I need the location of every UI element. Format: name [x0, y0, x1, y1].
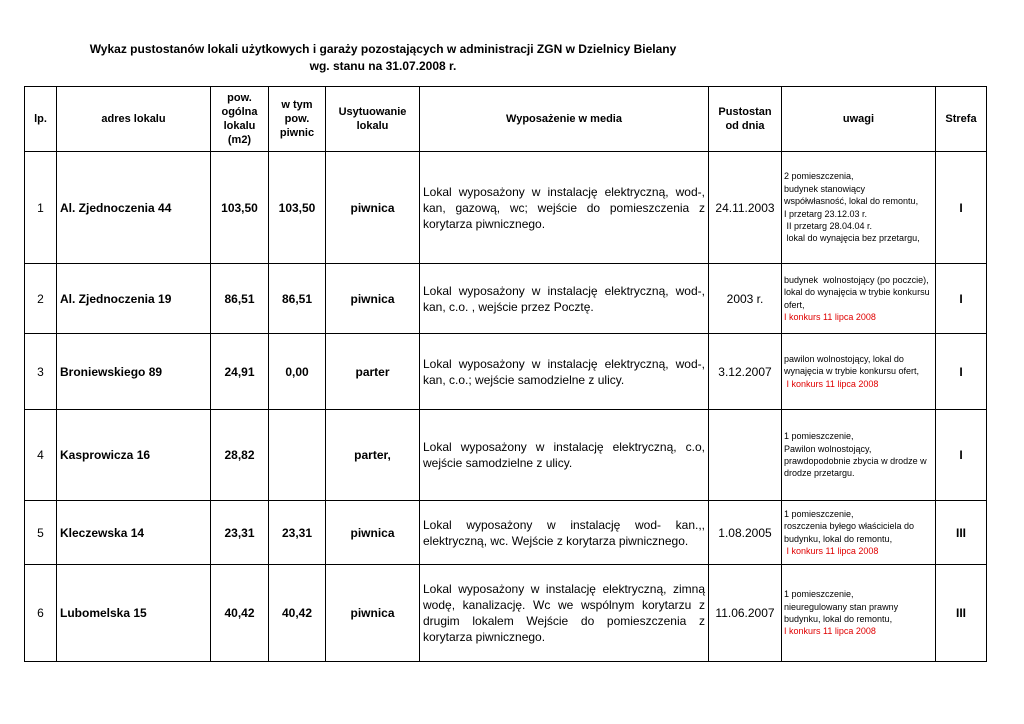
header-location: Usytuowanie lokalu: [326, 87, 420, 152]
location-cell: parter,: [326, 410, 420, 501]
header-row: [25, 87, 987, 152]
utilities-cell: Lokal wyposażony w instalację elektryczną, wod-, kan, c.o. , wejście przez Pocztę.: [420, 264, 709, 334]
note-line: budynku, lokal do remontu,: [784, 533, 893, 544]
vacant-since-cell: 1.08.2005: [709, 501, 782, 565]
location-cell: parter: [326, 334, 420, 410]
utilities-cell: Lokal wyposażony w instalację elektryczną, wod-, kan, c.o.; wejście samodzielne z ulicy.: [420, 334, 709, 410]
header-utilities: Wyposażenie w media: [420, 87, 709, 152]
address-cell: Broniewskiego 89: [57, 334, 211, 410]
vacant-since-cell: 2003 r.: [709, 264, 782, 334]
basement-area-cell: 0,00: [269, 334, 326, 410]
total-area-cell: 40,42: [211, 565, 269, 662]
note-line: pawilon wolnostojący, lokal do: [784, 353, 904, 364]
note-line: prawdopodobnie zbycia w drodze w: [784, 456, 927, 466]
basement-area-cell: 40,42: [269, 565, 326, 662]
note-line: budynku, lokal do remontu,: [784, 614, 893, 624]
table-row: [25, 152, 987, 264]
note-line: 1 pomieszczenie,: [784, 589, 854, 600]
row-number: 1: [25, 152, 57, 264]
table-row: [25, 501, 987, 565]
utilities-cell: Lokal wyposażony w instalację wod- kan.,, elektryczną, wc. Wejście z korytarza piwnicznego.: [420, 501, 709, 565]
row-number: 6: [25, 565, 57, 662]
vacant-since-cell: 3.12.2007: [709, 334, 782, 410]
location-cell: piwnica: [326, 565, 420, 662]
notes-cell: [782, 264, 936, 334]
note-line: II przetarg 28.04.04 r.: [784, 220, 873, 231]
utilities-cell: Lokal wyposażony w instalację elektryczną, wod-, kan, gazową, wc; wejście do pomieszczenia z korytarza piwnicznego.: [420, 152, 709, 264]
zone-cell: I: [936, 264, 987, 334]
note-line: 1 pomieszczenie,: [784, 508, 854, 519]
note-line: roszczenia byłego właściciela do: [784, 521, 915, 532]
total-area-cell: 86,51: [211, 264, 269, 334]
note-line: ofert,: [784, 299, 805, 310]
notes-cell: [782, 565, 936, 662]
total-area-cell: 103,50: [211, 152, 269, 264]
location-cell: piwnica: [326, 264, 420, 334]
location-cell: piwnica: [326, 152, 420, 264]
notes-cell: [782, 410, 936, 501]
note-line: lokal do wynajęcia w trybie konkursu: [784, 287, 930, 298]
note-line: wynajęcia w trybie konkursu ofert,: [784, 366, 920, 377]
row-number: 2: [25, 264, 57, 334]
basement-area-cell: [269, 410, 326, 501]
note-line: drodze przetargu.: [784, 468, 855, 479]
table-row: [25, 264, 987, 334]
vacant-since-cell: [709, 410, 782, 501]
document-subtitle: wg. stanu na 31.07.2008 r.: [309, 59, 457, 73]
row-number: 4: [25, 410, 57, 501]
note-line: budynek stanowiący: [784, 183, 866, 194]
utilities-cell: Lokal wyposażony w instalację elektryczną, c.o, wejście samodzielne z ulicy.: [420, 410, 709, 501]
table-row: [25, 334, 987, 410]
notes-cell: [782, 501, 936, 565]
total-area-cell: 24,91: [211, 334, 269, 410]
vacant-since-cell: 24.11.2003: [709, 152, 782, 264]
zone-cell: III: [936, 501, 987, 565]
note-line: Pawilon wolnostojący,: [784, 443, 872, 454]
address-cell: Kasprowicza 16: [57, 410, 211, 501]
zone-cell: I: [936, 152, 987, 264]
notes-cell: [782, 152, 936, 264]
header-lp: lp.: [25, 87, 57, 152]
basement-area-cell: 86,51: [269, 264, 326, 334]
address-cell: Al. Zjednoczenia 19: [57, 264, 211, 334]
address-cell: Kleczewska 14: [57, 501, 211, 565]
note-line: nieuregulowany stan prawny: [784, 601, 899, 612]
auction-note: I konkurs 11 lipca 2008: [784, 626, 876, 637]
auction-note: I konkurs 11 lipca 2008: [784, 378, 879, 389]
basement-area-cell: 23,31: [269, 501, 326, 565]
total-area-cell: 28,82: [211, 410, 269, 501]
header-vacant-since: Pustostan od dnia: [709, 87, 782, 152]
row-number: 3: [25, 334, 57, 410]
header-zone: Strefa: [936, 87, 987, 152]
vacant-since-cell: 11.06.2007: [709, 565, 782, 662]
zone-cell: I: [936, 410, 987, 501]
header-basement-area: w tym pow. piwnic: [269, 87, 326, 152]
header-total-area: pow. ogólna lokalu (m2): [211, 87, 269, 152]
header-address: adres lokalu: [57, 87, 211, 152]
header-notes: uwagi: [782, 87, 936, 152]
basement-area-cell: 103,50: [269, 152, 326, 264]
total-area-cell: 23,31: [211, 501, 269, 565]
location-cell: piwnica: [326, 501, 420, 565]
note-line: lokal do wynajęcia bez przetargu,: [784, 233, 920, 244]
utilities-cell: Lokal wyposażony w instalację elektryczną, zimną wodę, kanalizację. Wc we wspólnym korytarzu z drugim lokalem Wejście do pomieszczenia z korytarza piwnicznego.: [420, 565, 709, 662]
zone-cell: I: [936, 334, 987, 410]
note-line: 2 pomieszczenia,: [784, 171, 854, 182]
auction-note: I konkurs 11 lipca 2008: [784, 545, 879, 556]
zone-cell: III: [936, 565, 987, 662]
table-row: [25, 565, 987, 662]
auction-note: I konkurs 11 lipca 2008: [784, 311, 876, 322]
table-row: [25, 410, 987, 501]
vacancy-table: [24, 86, 987, 662]
note-line: budynek wolnostojący (po poczcie),: [784, 274, 929, 285]
notes-cell: [782, 334, 936, 410]
row-number: 5: [25, 501, 57, 565]
note-line: 1 pomieszczenie,: [784, 431, 854, 442]
address-cell: Lubomelska 15: [57, 565, 211, 662]
address-cell: Al. Zjednoczenia 44: [57, 152, 211, 264]
note-line: I przetarg 23.12.03 r.: [784, 208, 868, 219]
note-line: współwłasność, lokal do remontu,: [784, 196, 919, 207]
document-title: Wykaz pustostanów lokali użytkowych i garaży pozostających w administracji ZGN w Dzielnicy Bielany: [89, 42, 677, 56]
